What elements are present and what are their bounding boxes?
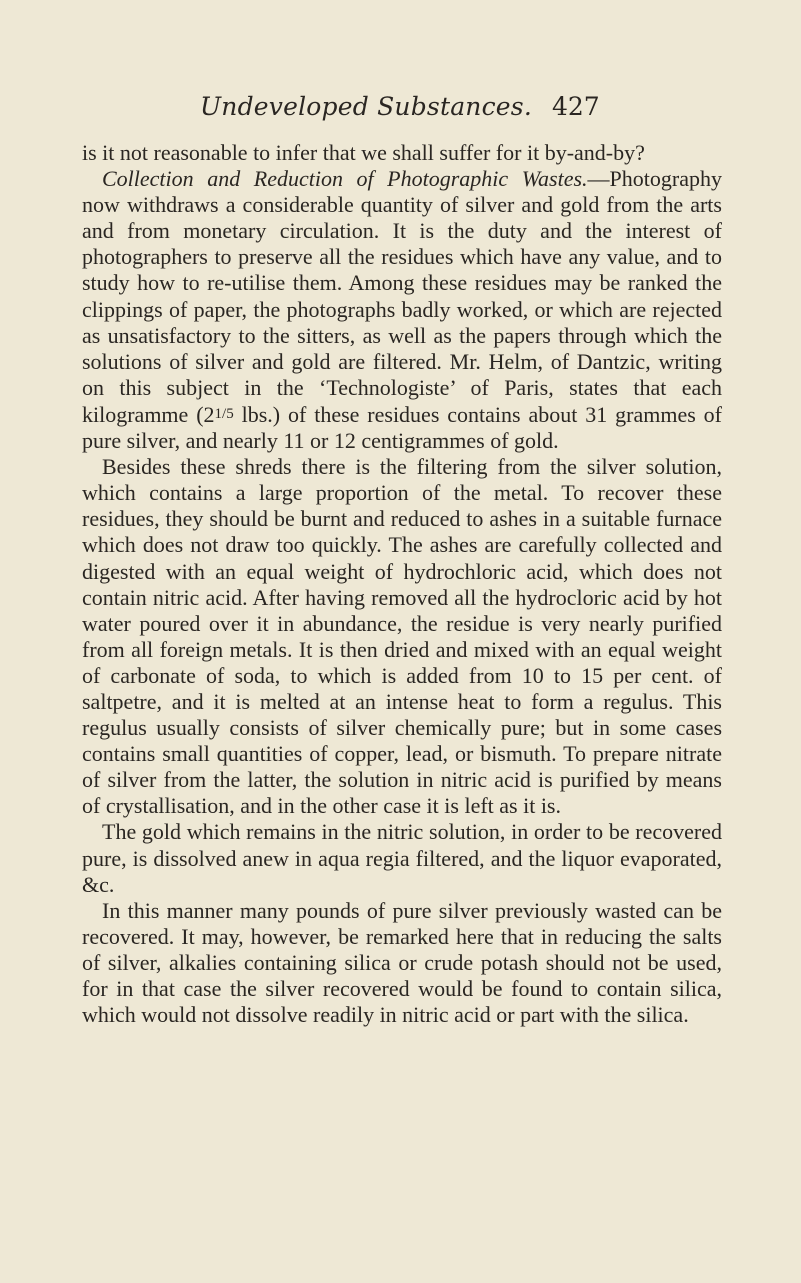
paragraph-gold: The gold which remains in the nitric solution, in order to be recovered pure, is dissolved anew in aqua regia filtered, and the liquor evaporated, &c. bbox=[82, 819, 722, 897]
heading-dash: — bbox=[587, 166, 610, 192]
paragraph-continuation: is it not reasonable to infer that we shall suffer for it by-and-by? bbox=[82, 140, 645, 165]
fraction: 1/5 bbox=[214, 405, 234, 422]
body-text bbox=[82, 140, 722, 1028]
paragraph-text: lbs.) of these residues contains about 31 grammes of pure silver, and nearly 11 or 12 centigrammes of gold. bbox=[82, 401, 722, 454]
paragraph-text: Photography now withdraws a considerable quantity of silver and gold from the arts and from monetary circulation. It is the duty and the interest of photographers to preserve all the residues which have any value, and to study how to re-utilise them. Among these residues may be ranked the clippings of paper, the photographs badly worked, or which are rejected as unsatisfactory to the sitters, as well as the papers through which the solutions of silver and gold are filtered. Mr. Helm, of Dantzic, writing on this subject in the ‘Technologiste’ of Paris, states that each kilogramme (2 bbox=[82, 166, 722, 427]
paragraph-filtering: Besides these shreds there is the filtering from the silver solution, which contains a large proportion of the metal. To recover these residues, they should be burnt and reduced to ashes in a suitable furnace which does not draw too quickly. The ashes are carefully collected and digested with an equal weight of hydrochloric acid, which does not contain nitric acid. After having removed all the hydrocloric acid by hot water poured over it in abundance, the residue is very nearly purified from all foreign metals. It is then dried and mixed with an equal weight of carbonate of soda, to which is added from 10 to 15 per cent. of saltpetre, and it is melted at an intense heat to form a regulus. This regulus usually consists of silver chemically pure; but in some cases contains small quantities of copper, lead, or bismuth. To prepare nitrate of silver from the latter, the solution in nitric acid is purified by means of crystallisation, and in the other case it is left as it is. bbox=[82, 454, 722, 819]
paragraph-manner: In this manner many pounds of pure silver previously wasted can be recovered. It may, however, be remarked here that in reducing the salts of silver, alkalies containing silica or crude potash should not be used, for in that case the silver recovered would be found to contain silica, which would not dissolve readily in nitric acid or part with the silica. bbox=[82, 897, 722, 1028]
page-number: 427 bbox=[552, 92, 600, 121]
section-heading: Collection and Reduction of Photographic Wastes. bbox=[102, 166, 588, 192]
running-title: Undeveloped Substances. bbox=[200, 92, 532, 121]
page-header bbox=[0, 92, 801, 132]
paragraph-collection-reduction bbox=[82, 166, 722, 454]
